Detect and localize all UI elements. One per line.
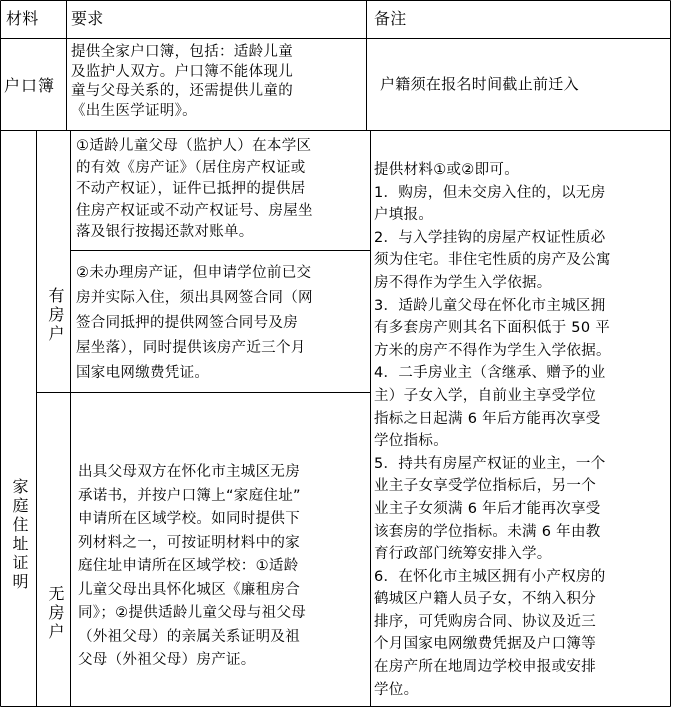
home-remark-line: 5．持共有房屋产权证的业主，一个: [374, 455, 606, 472]
header-remark: 备注: [374, 9, 407, 28]
no-house-requirement: [78, 461, 306, 673]
home-remark-line: 6．在怀化市主城区拥有小产权房的: [374, 568, 606, 585]
home-remark-line: 房不得作为学生入学依据。: [374, 274, 552, 291]
home-remark-line: 指标之日起满 6 年后方能再次享受: [374, 410, 601, 427]
has-house-item-2-line: 国家电网缴费凭证。: [76, 365, 210, 381]
hukou-requirement-line: 及监护人双方。户口簿不能体现儿: [71, 63, 293, 80]
has-house-item-1-line: 的有效《房产证》（居住房产权证或: [76, 159, 306, 176]
no-house-requirement-line: （外祖父母）的亲属关系证明及祖: [78, 628, 300, 645]
no-house-requirement-line: 同》；②提供适龄儿童父母与祖父母: [78, 605, 307, 621]
no-house-requirement-line: 儿童父母出具怀化城区《廉租房合: [78, 581, 300, 598]
has-house-item-2-line: 屋坐落），同时提供该房产近三个月: [76, 340, 306, 356]
home-remark-line: 业主子女须满 6 年后才能再次享受: [374, 500, 601, 517]
has-house-item-1: [76, 136, 313, 244]
home-remark-line: 业主子女享受学位指标后，另一个: [374, 478, 596, 495]
home-remark-line: 排序，可凭购房合同、协议及近三: [374, 613, 596, 630]
hukou-requirement: [71, 43, 293, 121]
has-house-label: 有房户: [46, 287, 65, 344]
no-house-requirement-line: 列材料之一，可按证明材料中的家: [78, 534, 300, 551]
hukou-label: 户口簿: [4, 76, 56, 95]
hukou-remark: 户籍须在报名时间截止前迁入: [380, 75, 579, 93]
home-remark-line: 方米的房产不得作为学生入学依据。: [374, 342, 611, 359]
no-house-requirement-line: 庭住址申请所在区域学校：①适龄: [78, 558, 299, 574]
no-house-requirement-line: 承诺书，并按户口簿上“家庭住址”: [78, 487, 301, 504]
has-house-item-1-line: 不动产权证），证件已抵押的提供居: [76, 181, 306, 197]
has-house-item-2-line: 房并实际入住，须出具网签合同（网: [76, 290, 313, 306]
has-house-item-2: [76, 261, 313, 386]
home-remark-notes: [374, 159, 611, 701]
home-remark-line: 2．与入学挂钩的房屋产权证性质必: [374, 229, 606, 246]
home-remark-line: 个月国家电网缴费凭据及户口簿等: [374, 636, 596, 653]
hukou-requirement-line: 提供全家户口簿，包括：适龄儿童: [71, 44, 293, 60]
has-house-item-1-line: ①适龄儿童父母（监护人）在本学区: [76, 138, 312, 154]
has-house-item-2-line: ②未办理房产证，但申请学位前已交: [76, 265, 312, 281]
home-remark-line: 主）子女入学，自前业主享受学位: [374, 387, 596, 404]
home-remark-line: 学位。: [374, 681, 419, 698]
hukou-requirement-line: 童与父母关系的，还需提供儿童的: [71, 83, 293, 99]
home-remark-line: 3．适龄儿童父母在怀化市主城区拥: [374, 297, 606, 314]
home-remark-line: 有多套房产则其名下面积低于 50 平: [374, 320, 611, 337]
home-remark-line: 1．购房，但未交房入住的，以无房: [374, 184, 606, 201]
home-remark-line: 须为住宅。非住宅性质的房产及公寓: [374, 252, 611, 269]
home-remark-line: 该套房的学位指标。未满 6 年由教: [374, 523, 601, 540]
no-house-requirement-line: 父母（外祖父母）房产证。: [78, 652, 256, 668]
hukou-requirement-line: 《出生医学证明》。: [71, 102, 197, 119]
home-remark-line: 在房产所在地周边学校申报或安排: [374, 659, 596, 676]
home-remark-line: 提供材料①或②即可。: [374, 162, 519, 178]
has-house-item-2-line: 签合同抵押的提供网签合同号及房: [76, 315, 298, 331]
no-house-requirement-line: 申请所在区域学校。如同时提供下: [78, 511, 300, 527]
home-remark-line: 4．二手房业主（含继承、赠予的业: [374, 365, 606, 382]
home-remark-line: 学位指标。: [374, 433, 448, 450]
home-remark-line: 户填报。: [374, 207, 434, 224]
home-remark-line: 鹤城区户籍人员子女，不纳入积分: [374, 591, 596, 608]
home-address-label: 家庭住址证明: [10, 478, 29, 592]
no-house-label: 无房户: [46, 585, 65, 642]
header-material: 材料: [6, 9, 39, 28]
has-house-item-1-line: 住房产权证或不动产权证号、房屋坐: [76, 202, 313, 219]
header-requirement: 要求: [71, 9, 104, 28]
has-house-item-1-line: 落及银行按揭还款对账单。: [76, 224, 254, 240]
no-house-requirement-line: 出具父母双方在怀化市主城区无房: [78, 464, 300, 480]
home-remark-line: 育行政部门统筹安排入学。: [374, 546, 552, 563]
